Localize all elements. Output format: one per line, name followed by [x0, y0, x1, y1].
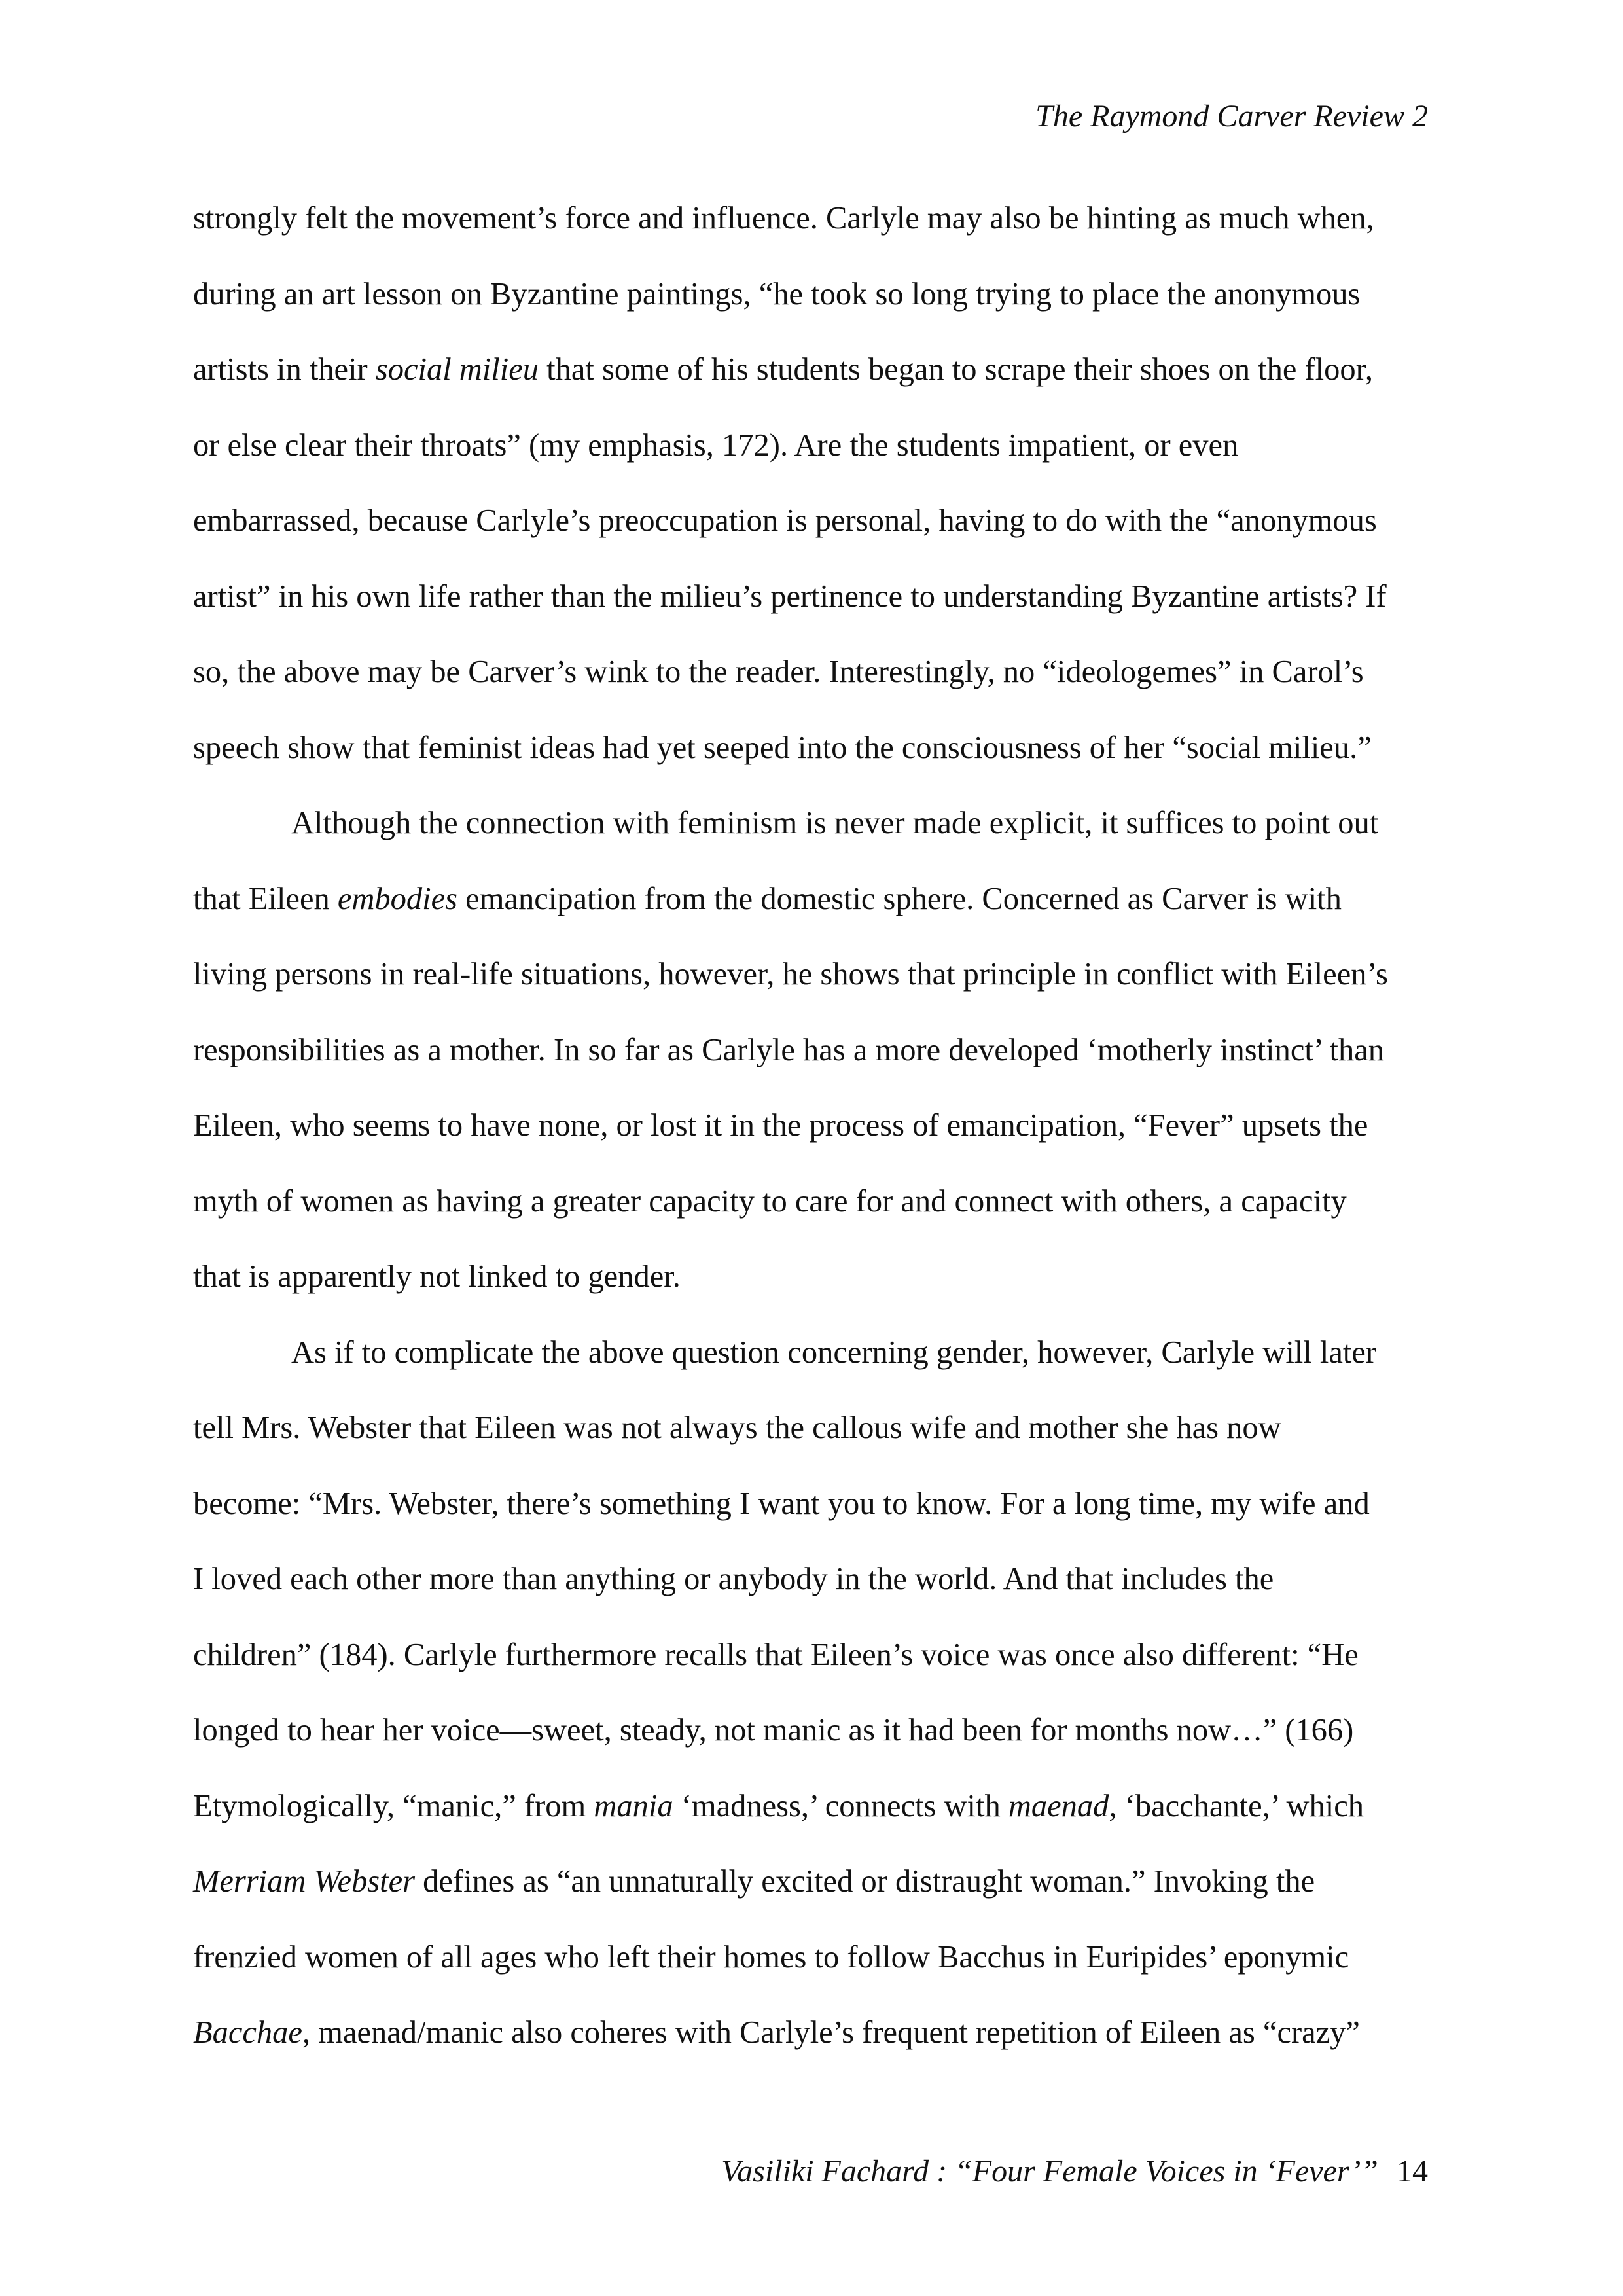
text-line	[193, 1541, 1436, 1617]
text-span: living persons in real-life situations, however, he shows that principle in conflict with Eileen’s	[193, 957, 1388, 992]
text-span: ‘madness,’ connects with	[673, 1788, 1008, 1823]
text-line	[193, 1088, 1436, 1164]
italic-span: embodies	[337, 881, 458, 916]
text-line	[193, 785, 1436, 861]
text-span: speech show that feminist ideas had yet seeped into the consciousness of her “social milieu.”	[193, 730, 1372, 765]
running-header-title: The Raymond Carver Review 2	[1035, 99, 1428, 134]
text-line	[193, 408, 1436, 484]
footer-author-title: Vasiliki Fachard : “Four Female Voices in ‘Fever’”	[721, 2154, 1378, 2189]
text-line	[193, 1164, 1436, 1240]
text-span: become: “Mrs. Webster, there’s something I want you to know. For a long time, my wife and	[193, 1486, 1370, 1521]
text-span: ‘bacchante,’ which	[1116, 1788, 1364, 1823]
text-span: , maenad/manic also coheres with Carlyle’s frequent repetition of Eileen as “crazy”	[302, 2015, 1360, 2050]
text-span: myth of women as having a greater capacity to care for and connect with others, a capacity	[193, 1183, 1347, 1219]
text-line	[193, 181, 1436, 257]
text-line	[193, 1995, 1436, 2071]
text-span: As if to complicate the above question concerning gender, however, Carlyle will later	[291, 1335, 1377, 1370]
italic-span: maenad,	[1008, 1788, 1117, 1823]
text-span: that is apparently not linked to gender.	[193, 1259, 681, 1294]
text-span: so, the above may be Carver’s wink to the reader. Interestingly, no “ideologemes” in Carol’s	[193, 655, 1364, 689]
text-span: defines as “an unnaturally excited or distraught woman.” Invoking the	[415, 1864, 1315, 1899]
text-line	[193, 1390, 1436, 1466]
running-footer	[721, 2153, 1428, 2189]
text-span: Eileen, who seems to have none, or lost it in the process of emancipation, “Fever” upsets the	[193, 1108, 1368, 1143]
text-span: Etymologically, “manic,” from	[193, 1788, 594, 1823]
text-line	[193, 1239, 1436, 1315]
text-line	[193, 1466, 1436, 1542]
text-line	[193, 634, 1436, 710]
italic-span: social milieu	[375, 352, 539, 387]
text-line	[193, 1617, 1436, 1693]
text-line	[193, 483, 1436, 559]
text-span: artists in their	[193, 352, 376, 387]
italic-span: mania	[594, 1788, 673, 1823]
text-line	[193, 861, 1436, 937]
text-span: emancipation from the domestic sphere. Concerned as Carver is with	[457, 881, 1342, 916]
text-span: during an art lesson on Byzantine paintings, “he took so long trying to place the anonymous	[193, 276, 1361, 312]
text-span: I loved each other more than anything or anybody in the world. And that includes the	[193, 1562, 1274, 1596]
text-span: or else clear their throats” (my emphasis, 172). Are the students impatient, or even	[193, 427, 1239, 463]
text-line	[193, 1768, 1436, 1844]
text-span: embarrassed, because Carlyle’s preoccupation is personal, having to do with the “anonymous	[193, 503, 1377, 538]
text-span: that Eileen	[193, 881, 338, 916]
text-line	[193, 1315, 1436, 1391]
text-line	[193, 710, 1436, 786]
text-line	[193, 332, 1436, 408]
text-span: strongly felt the movement’s force and influence. Carlyle may also be hinting as much when,	[193, 201, 1374, 236]
text-span: children” (184). Carlyle furthermore recalls that Eileen’s voice was once also different: “He	[193, 1637, 1359, 1672]
italic-span: Bacchae	[193, 2015, 302, 2050]
page-number: 14	[1397, 2154, 1428, 2189]
text-span: artist” in his own life rather than the milieu’s pertinence to understanding Byzantine artists? If	[193, 579, 1387, 614]
text-span: that some of his students began to scrape their shoes on the floor,	[539, 352, 1373, 387]
text-line	[193, 1920, 1436, 1996]
text-span: frenzied women of all ages who left their homes to follow Bacchus in Euripides’ eponymic	[193, 1939, 1349, 1975]
text-line	[193, 1013, 1436, 1088]
text-line	[193, 257, 1436, 332]
body-text	[193, 181, 1436, 2071]
text-line	[193, 559, 1436, 635]
text-span: tell Mrs. Webster that Eileen was not always the callous wife and mother she has now	[193, 1410, 1281, 1445]
text-line	[193, 1693, 1436, 1768]
italic-span: Merriam Webster	[193, 1864, 416, 1899]
text-span: longed to hear her voice—sweet, steady, not manic as it had been for months now…” (166)	[193, 1713, 1354, 1748]
text-span: Although the connection with feminism is never made explicit, it suffices to point out	[291, 806, 1379, 840]
text-span: responsibilities as a mother. In so far as Carlyle has a more developed ‘motherly instinct’ than	[193, 1032, 1385, 1067]
text-line	[193, 937, 1436, 1013]
text-line	[193, 1844, 1436, 1920]
